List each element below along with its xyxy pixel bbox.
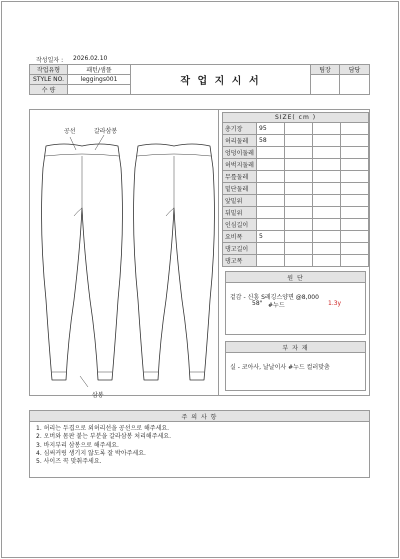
approval-manager-sign bbox=[339, 74, 370, 95]
sketch-label-stitch: 공선 bbox=[64, 128, 76, 135]
note-item-2: 2. 오버와 몸판 붙는 부분을 갈라삼봉 처리해주세요. bbox=[36, 433, 171, 441]
fabric-color: #누드 bbox=[268, 302, 285, 309]
fabric-header: 원 단 bbox=[225, 271, 366, 283]
note-item-3: 3. 바지부리 삼봉으로 해주세요. bbox=[36, 441, 119, 449]
size-extra-11 bbox=[312, 254, 341, 267]
date-label: 작성일자 : bbox=[36, 57, 64, 64]
sketch-label-hem: 삼봉 bbox=[92, 392, 104, 399]
size-label-8: 인심길이 bbox=[222, 218, 257, 231]
size-value-0: 95 bbox=[256, 122, 285, 135]
note-item-1: 1. 허리는 두겹으로 외허리선을 공선으로 해주세요. bbox=[36, 425, 170, 432]
size-label-0: 총기장 bbox=[222, 122, 257, 135]
size-label-10: 댕고길이 bbox=[222, 242, 257, 255]
note-item-5: 5. 사이즈 꼭 맞춰주세요. bbox=[36, 458, 102, 466]
approval-team-lead-sign bbox=[310, 74, 340, 95]
size-value-11 bbox=[256, 254, 285, 267]
size-label-1: 허리둘레 bbox=[222, 134, 257, 147]
fabric-amount: 1.3y bbox=[328, 300, 342, 307]
size-value-1: 58 bbox=[256, 134, 285, 147]
size-label-4: 무릎둘레 bbox=[222, 170, 257, 183]
size-extra-11 bbox=[340, 254, 369, 267]
work-type-label: 작업유형 bbox=[29, 64, 68, 75]
size-label-3: 허벅지둘레 bbox=[222, 158, 257, 171]
approval-team-lead-label: 팀장 bbox=[310, 64, 340, 75]
size-label-11: 댕고폭 bbox=[222, 254, 257, 267]
size-extra-11 bbox=[284, 254, 313, 267]
notes-header: 주 의 사 항 bbox=[29, 410, 370, 422]
style-no-label: STYLE NO. bbox=[29, 74, 68, 85]
size-label-5: 밑단둘레 bbox=[222, 182, 257, 195]
main-area-divider bbox=[218, 109, 219, 396]
note-item-4: 4. 심써커링 생기지 않도록 잘 박아주세요. bbox=[36, 449, 146, 457]
trims-line1: 실 - 코아사, 날날이사 #누드 컬러맞춤 bbox=[230, 364, 330, 371]
document-title: 작 업 지 시 서 bbox=[130, 64, 311, 95]
size-label-9: 요비폭 bbox=[222, 230, 257, 243]
quantity-label: 수 량 bbox=[29, 84, 68, 95]
approval-manager-label: 담당 bbox=[339, 64, 370, 75]
notes-list bbox=[36, 425, 171, 466]
size-label-2: 엉덩이둘레 bbox=[222, 146, 257, 159]
size-value-9: 5 bbox=[256, 230, 285, 243]
trims-header: 부 자 재 bbox=[225, 341, 366, 353]
fabric-line1: 겉감 - 신흥 S레깅스양면 @8,000 bbox=[230, 294, 319, 301]
style-no-value: leggings001 bbox=[67, 74, 131, 85]
leggings-sketch bbox=[30, 110, 218, 395]
sketch-label-overlock: 갈라삼봉 bbox=[94, 128, 118, 135]
size-table-header: SIZE( cm ) bbox=[222, 112, 369, 123]
quantity-value bbox=[67, 84, 131, 95]
fabric-width: 58" bbox=[252, 300, 263, 307]
size-label-6: 앞밑위 bbox=[222, 194, 257, 207]
size-label-7: 뒤밑위 bbox=[222, 206, 257, 219]
work-type-value: 패턴/샘플 bbox=[67, 64, 131, 75]
date-value: 2026.02.10 bbox=[73, 55, 108, 62]
